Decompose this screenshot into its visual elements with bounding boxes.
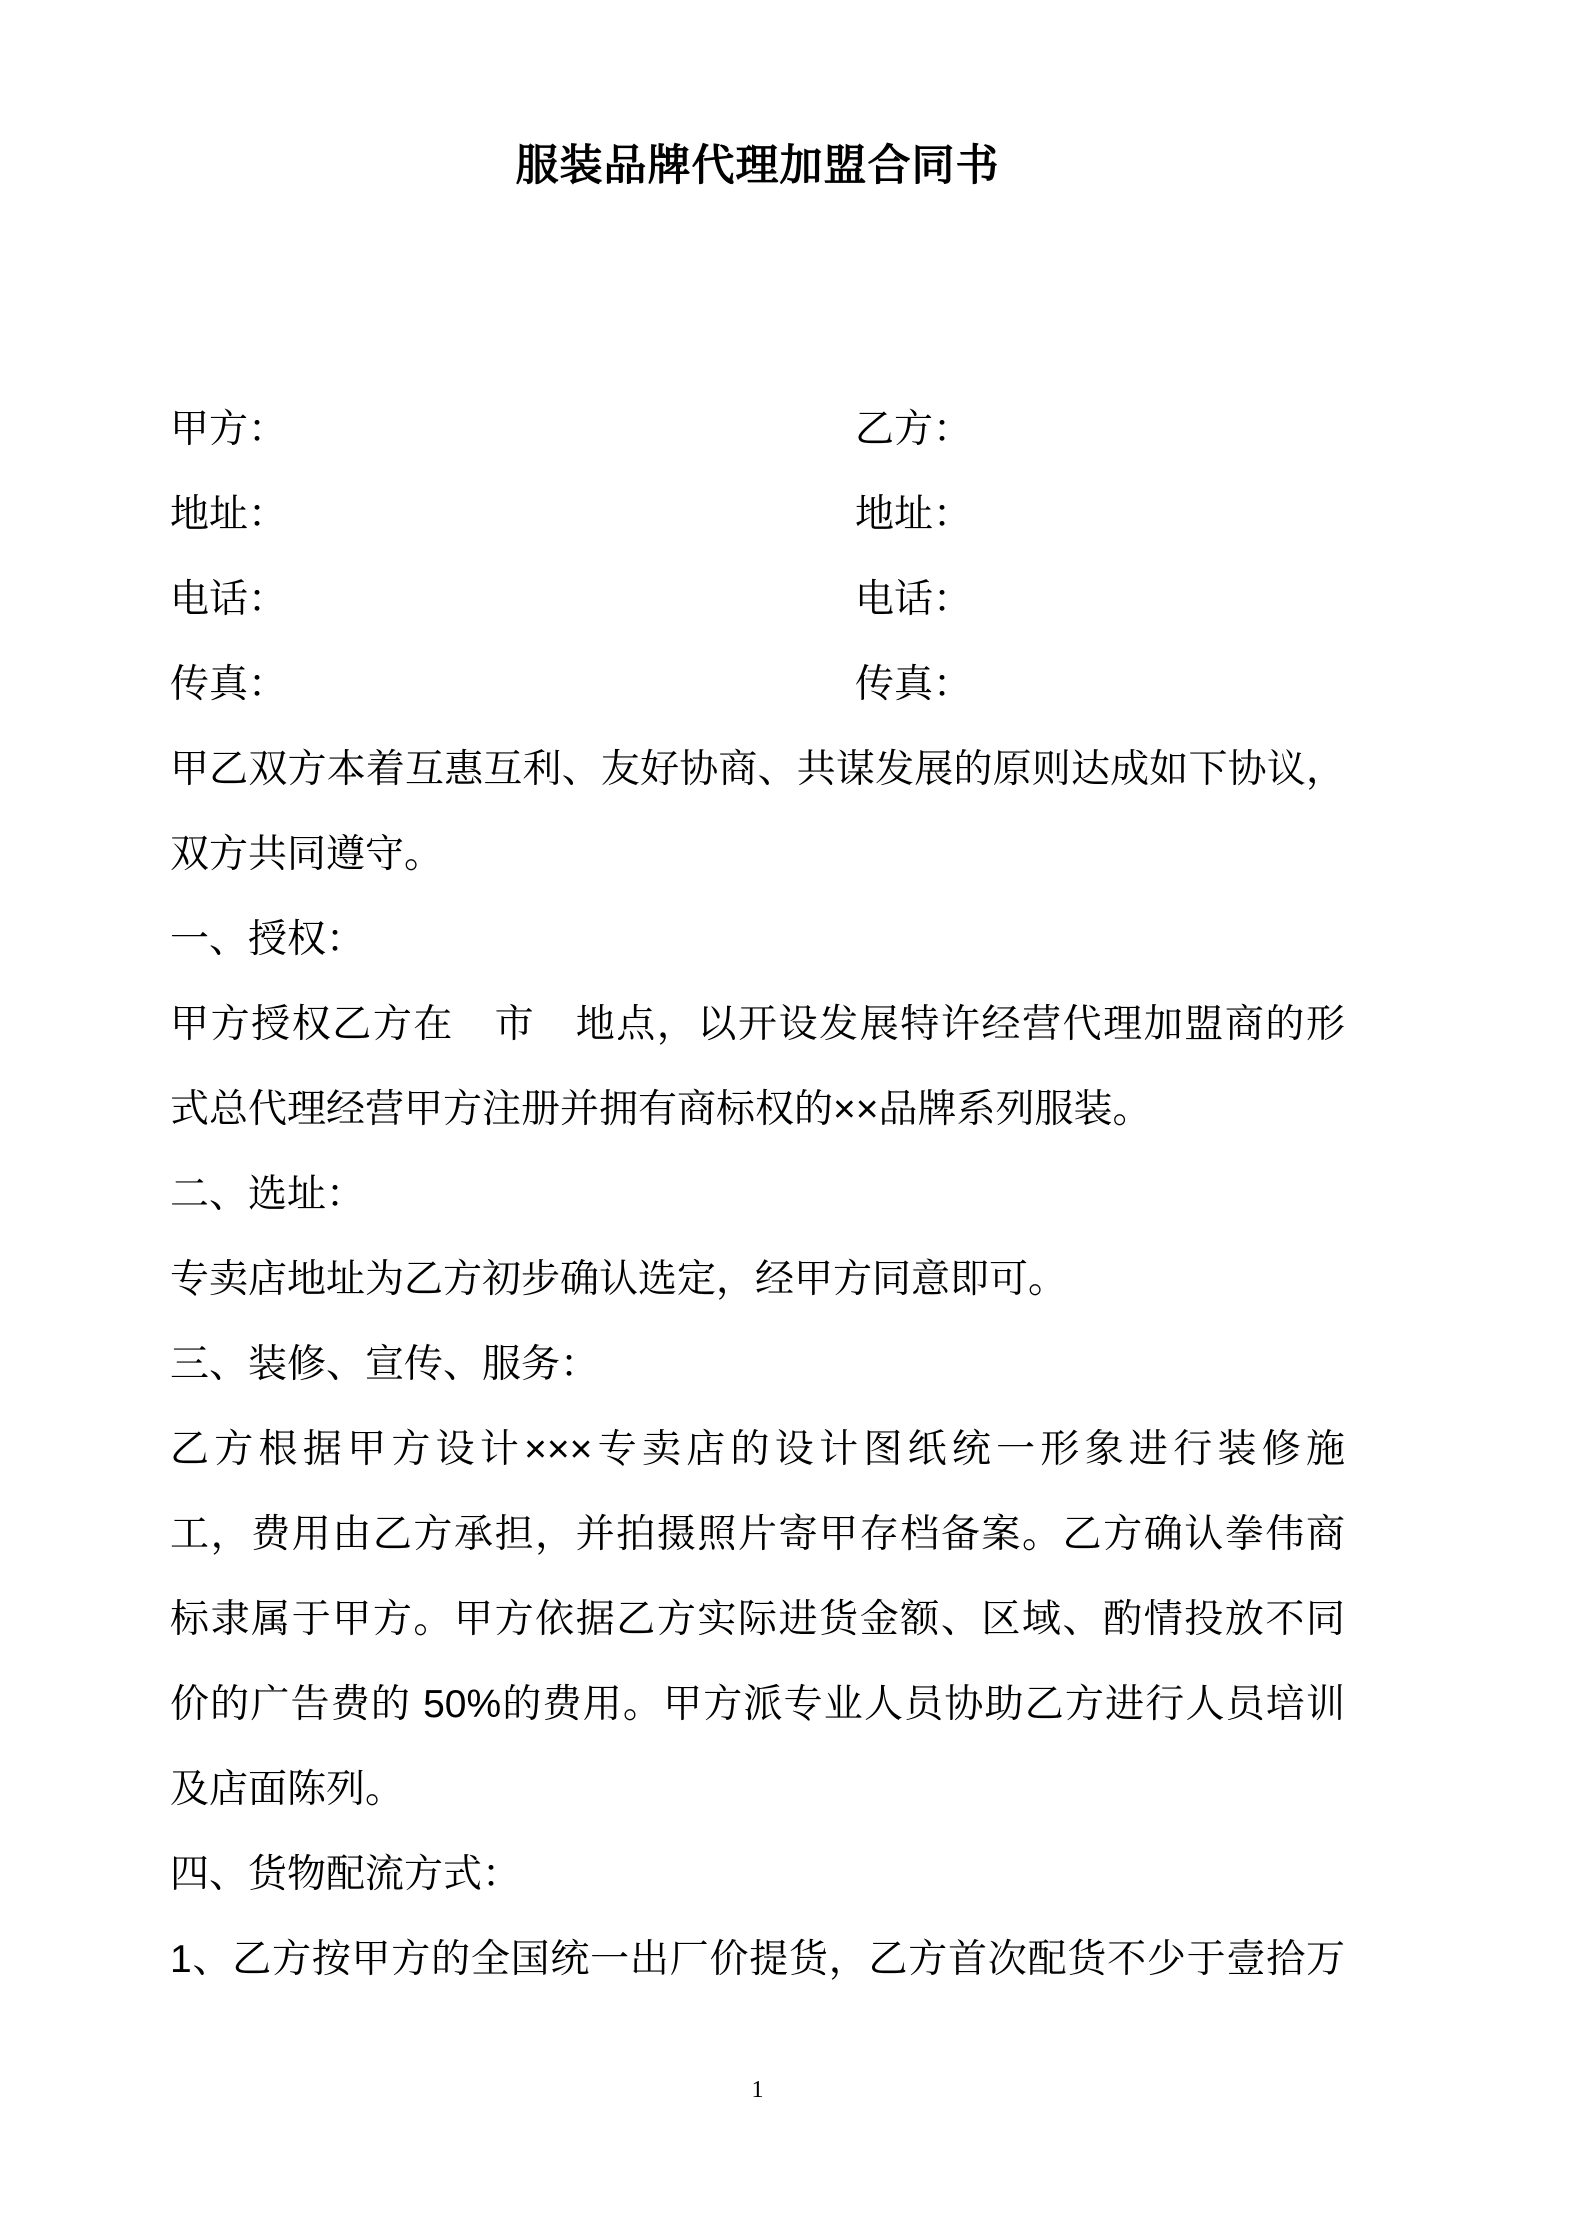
- party-row: [170, 580, 1345, 620]
- body-line: 甲乙双方本着互惠互利、友好协商、共谋发展的原则达成如下协议，: [170, 748, 1345, 791]
- body-line: 专卖店地址为乙方初步确认选定，经甲方同意即可。: [170, 1258, 1068, 1301]
- body-line: 乙方根据甲方设计×××专卖店的设计图纸统一形象进行装修施: [170, 1428, 1345, 1471]
- body-line: 及店面陈列。: [170, 1768, 405, 1811]
- party-a-address-label: 地址：: [170, 493, 288, 536]
- section-heading-decoration: 三、装修、宣传、服务：: [170, 1343, 600, 1386]
- party-a-label: 甲方：: [170, 408, 288, 451]
- section-heading-site-selection: 二、选址：: [170, 1173, 366, 1216]
- body-line: 1、乙方按甲方的全国统一出厂价提货，乙方首次配货不少于壹拾万: [170, 1938, 1345, 1981]
- body-line: 标隶属于甲方。甲方依据乙方实际进货金额、区域、酌情投放不同: [170, 1598, 1345, 1641]
- body-line: 甲方授权乙方在 市 地点，以开设发展特许经营代理加盟商的形: [170, 1003, 1345, 1046]
- section-heading-logistics: 四、货物配流方式：: [170, 1853, 522, 1896]
- party-a-fax-label: 传真：: [170, 663, 288, 706]
- party-b-phone-label: 电话：: [855, 578, 973, 621]
- page-number: 1: [751, 2077, 764, 2103]
- party-b-address-label: 地址：: [855, 493, 973, 536]
- party-row: [170, 495, 1345, 535]
- party-b-fax-label: 传真：: [855, 663, 973, 706]
- contract-title: 服装品牌代理加盟合同书: [515, 142, 1000, 190]
- body-line: 双方共同遵守。: [170, 833, 444, 876]
- body-line: 式总代理经营甲方注册并拥有商标权的××品牌系列服装。: [170, 1088, 1152, 1131]
- body-line: 工，费用由乙方承担，并拍摄照片寄甲存档备案。乙方确认拳伟商: [170, 1513, 1345, 1556]
- party-row: [170, 410, 1345, 450]
- party-row: [170, 665, 1345, 705]
- body-line: 价的广告费的 50%的费用。甲方派专业人员协助乙方进行人员培训: [170, 1683, 1345, 1726]
- party-a-phone-label: 电话：: [170, 578, 288, 621]
- party-b-label: 乙方：: [855, 408, 973, 451]
- section-heading-authorization: 一、授权：: [170, 918, 366, 961]
